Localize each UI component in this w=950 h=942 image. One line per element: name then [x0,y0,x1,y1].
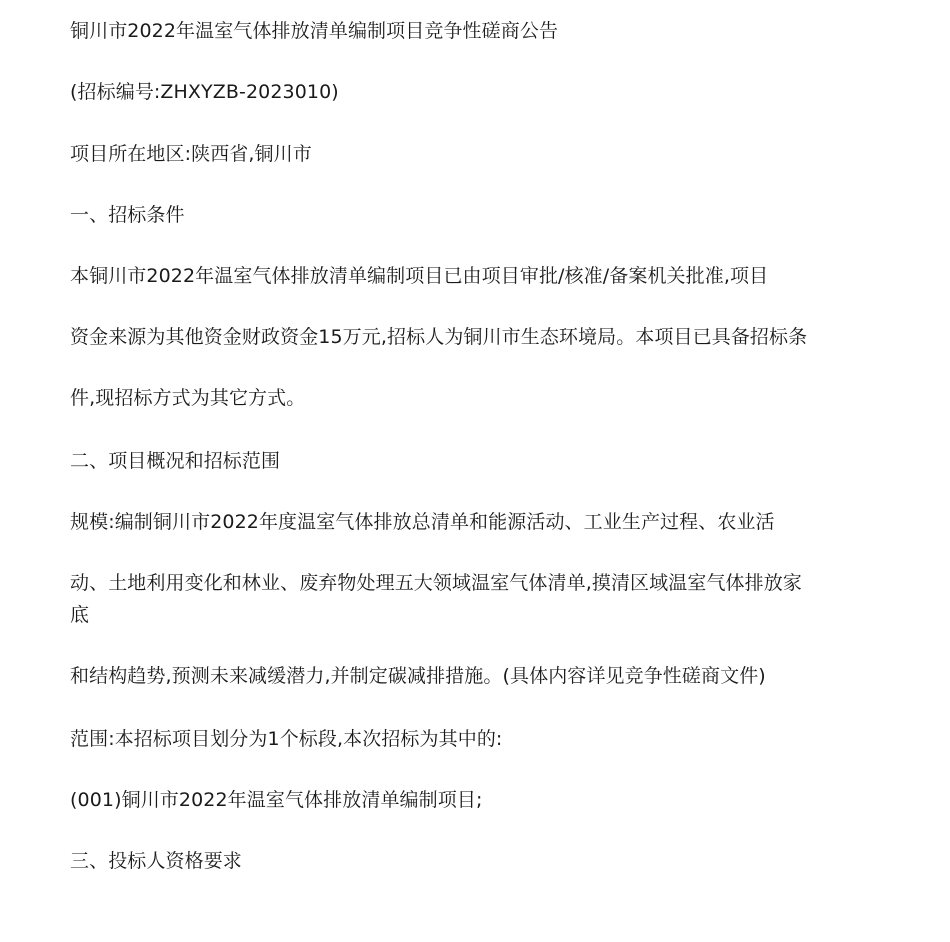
paragraph-line: 本铜川市2022年温室气体排放清单编制项目已由项目审批/核准/备案机关批准,项目 [70,265,769,287]
paragraph-line: 规模:编制铜川市2022年度温室气体排放总清单和能源活动、工业生产过程、农业活 [70,511,775,533]
document-title: 铜川市2022年温室气体排放清单编制项目竞争性磋商公告 [70,20,559,42]
paragraph-line: 件,现招标方式为其它方式。 [70,387,306,409]
paragraph-line: 动、土地利用变化和林业、废弃物处理五大领域温室气体清单,摸清区域温室气体排放家 [70,572,802,594]
bid-number: (招标编号:ZHXYZB-2023010) [70,81,339,103]
paragraph-line: 底 [70,604,90,626]
paragraph-line: 资金来源为其他资金财政资金15万元,招标人为铜川市生态环境局。本项目已具备招标条 [70,326,808,348]
section-heading-bidding-conditions: 一、招标条件 [70,204,185,226]
project-region: 项目所在地区:陕西省,铜川市 [70,143,312,165]
bidding-scope: 范围:本招标项目划分为1个标段,本次招标为其中的: [70,728,503,750]
lot-item: (001)铜川市2022年温室气体排放清单编制项目; [70,789,483,811]
section-heading-bidder-qualifications: 三、投标人资格要求 [70,850,242,872]
section-heading-project-overview: 二、项目概况和招标范围 [70,450,281,472]
paragraph-line: 和结构趋势,预测未来减缓潜力,并制定碳减排措施。(具体内容详见竞争性磋商文件) [70,665,766,687]
